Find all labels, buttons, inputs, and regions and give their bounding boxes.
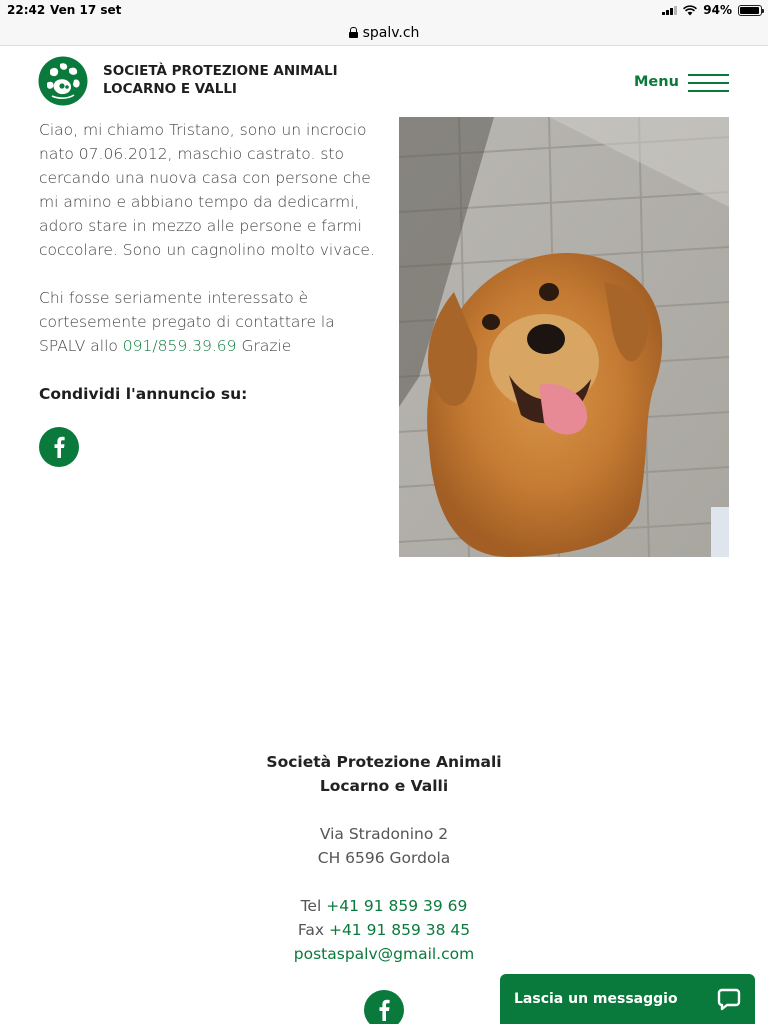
org-name[interactable] <box>103 62 338 98</box>
address-bar[interactable] <box>0 20 768 46</box>
contact-phone-link[interactable]: 091/859.39.69 <box>122 337 237 355</box>
wifi-icon <box>683 5 697 16</box>
footer-fax <box>0 918 768 942</box>
chat-label: Lascia un messaggio <box>514 991 678 1007</box>
spalv-logo[interactable] <box>38 56 88 106</box>
cellular-signal-icon <box>662 5 677 15</box>
url-text: spalv.ch <box>362 24 420 41</box>
footer-facebook-button[interactable] <box>364 990 404 1024</box>
footer-email-link[interactable]: postaspalv@gmail.com <box>293 945 475 963</box>
share-facebook-button[interactable] <box>39 427 79 467</box>
facebook-icon <box>378 999 390 1021</box>
footer-org-line2: Locarno e Valli <box>319 777 449 795</box>
footer-address-line1: Via Stradonino 2 <box>319 825 449 843</box>
chat-widget-button[interactable] <box>500 974 755 1024</box>
chat-bubble-icon <box>717 987 741 1011</box>
dog-photo <box>399 117 729 557</box>
contact-thanks: Grazie <box>241 337 292 355</box>
status-date: Ven 17 set <box>50 3 122 17</box>
contact-text: Chi fosse seriamente interessato è cortesemente pregato di contattare la SPALV allo <box>39 289 335 355</box>
menu-label[interactable]: Menu <box>634 74 679 90</box>
share-title: Condividi l'annuncio su: <box>39 385 248 403</box>
footer-org-line1: Società Protezione Animali <box>266 753 502 771</box>
battery-fill <box>740 7 759 14</box>
footer-address-line2: CH 6596 Gordola <box>317 849 451 867</box>
footer-tel-label: Tel <box>300 897 322 915</box>
status-bar <box>0 0 768 20</box>
battery-percentage: 94% <box>703 3 732 17</box>
site-footer <box>0 750 768 966</box>
site-header <box>0 46 768 118</box>
battery-icon <box>738 5 762 16</box>
org-name-line1: SOCIETÀ PROTEZIONE ANIMALI <box>103 63 338 79</box>
status-time: 22:42 <box>7 3 46 17</box>
footer-fax-link[interactable]: +41 91 859 38 45 <box>328 921 471 939</box>
footer-tel <box>0 894 768 918</box>
pet-description: Ciao, mi chiamo Tristano, sono un incrocio nato 07.06.2012, maschio castrato. sto cercando una nuova casa con persone che mi amino e abbiano tempo da dedicarmi, adoro stare in mezzo alle persone e farmi coccolare. Sono un cagnolino molto vivace. <box>39 121 375 259</box>
adoption-description <box>39 118 379 406</box>
status-indicators <box>662 3 762 17</box>
org-name-line2: LOCARNO E VALLI <box>103 81 237 97</box>
footer-tel-link[interactable]: +41 91 859 39 69 <box>326 897 468 915</box>
footer-fax-label: Fax <box>297 921 325 939</box>
lock-icon <box>349 27 358 38</box>
facebook-icon <box>53 436 65 458</box>
contact-paragraph <box>39 286 379 358</box>
hamburger-menu-icon[interactable] <box>688 74 729 92</box>
